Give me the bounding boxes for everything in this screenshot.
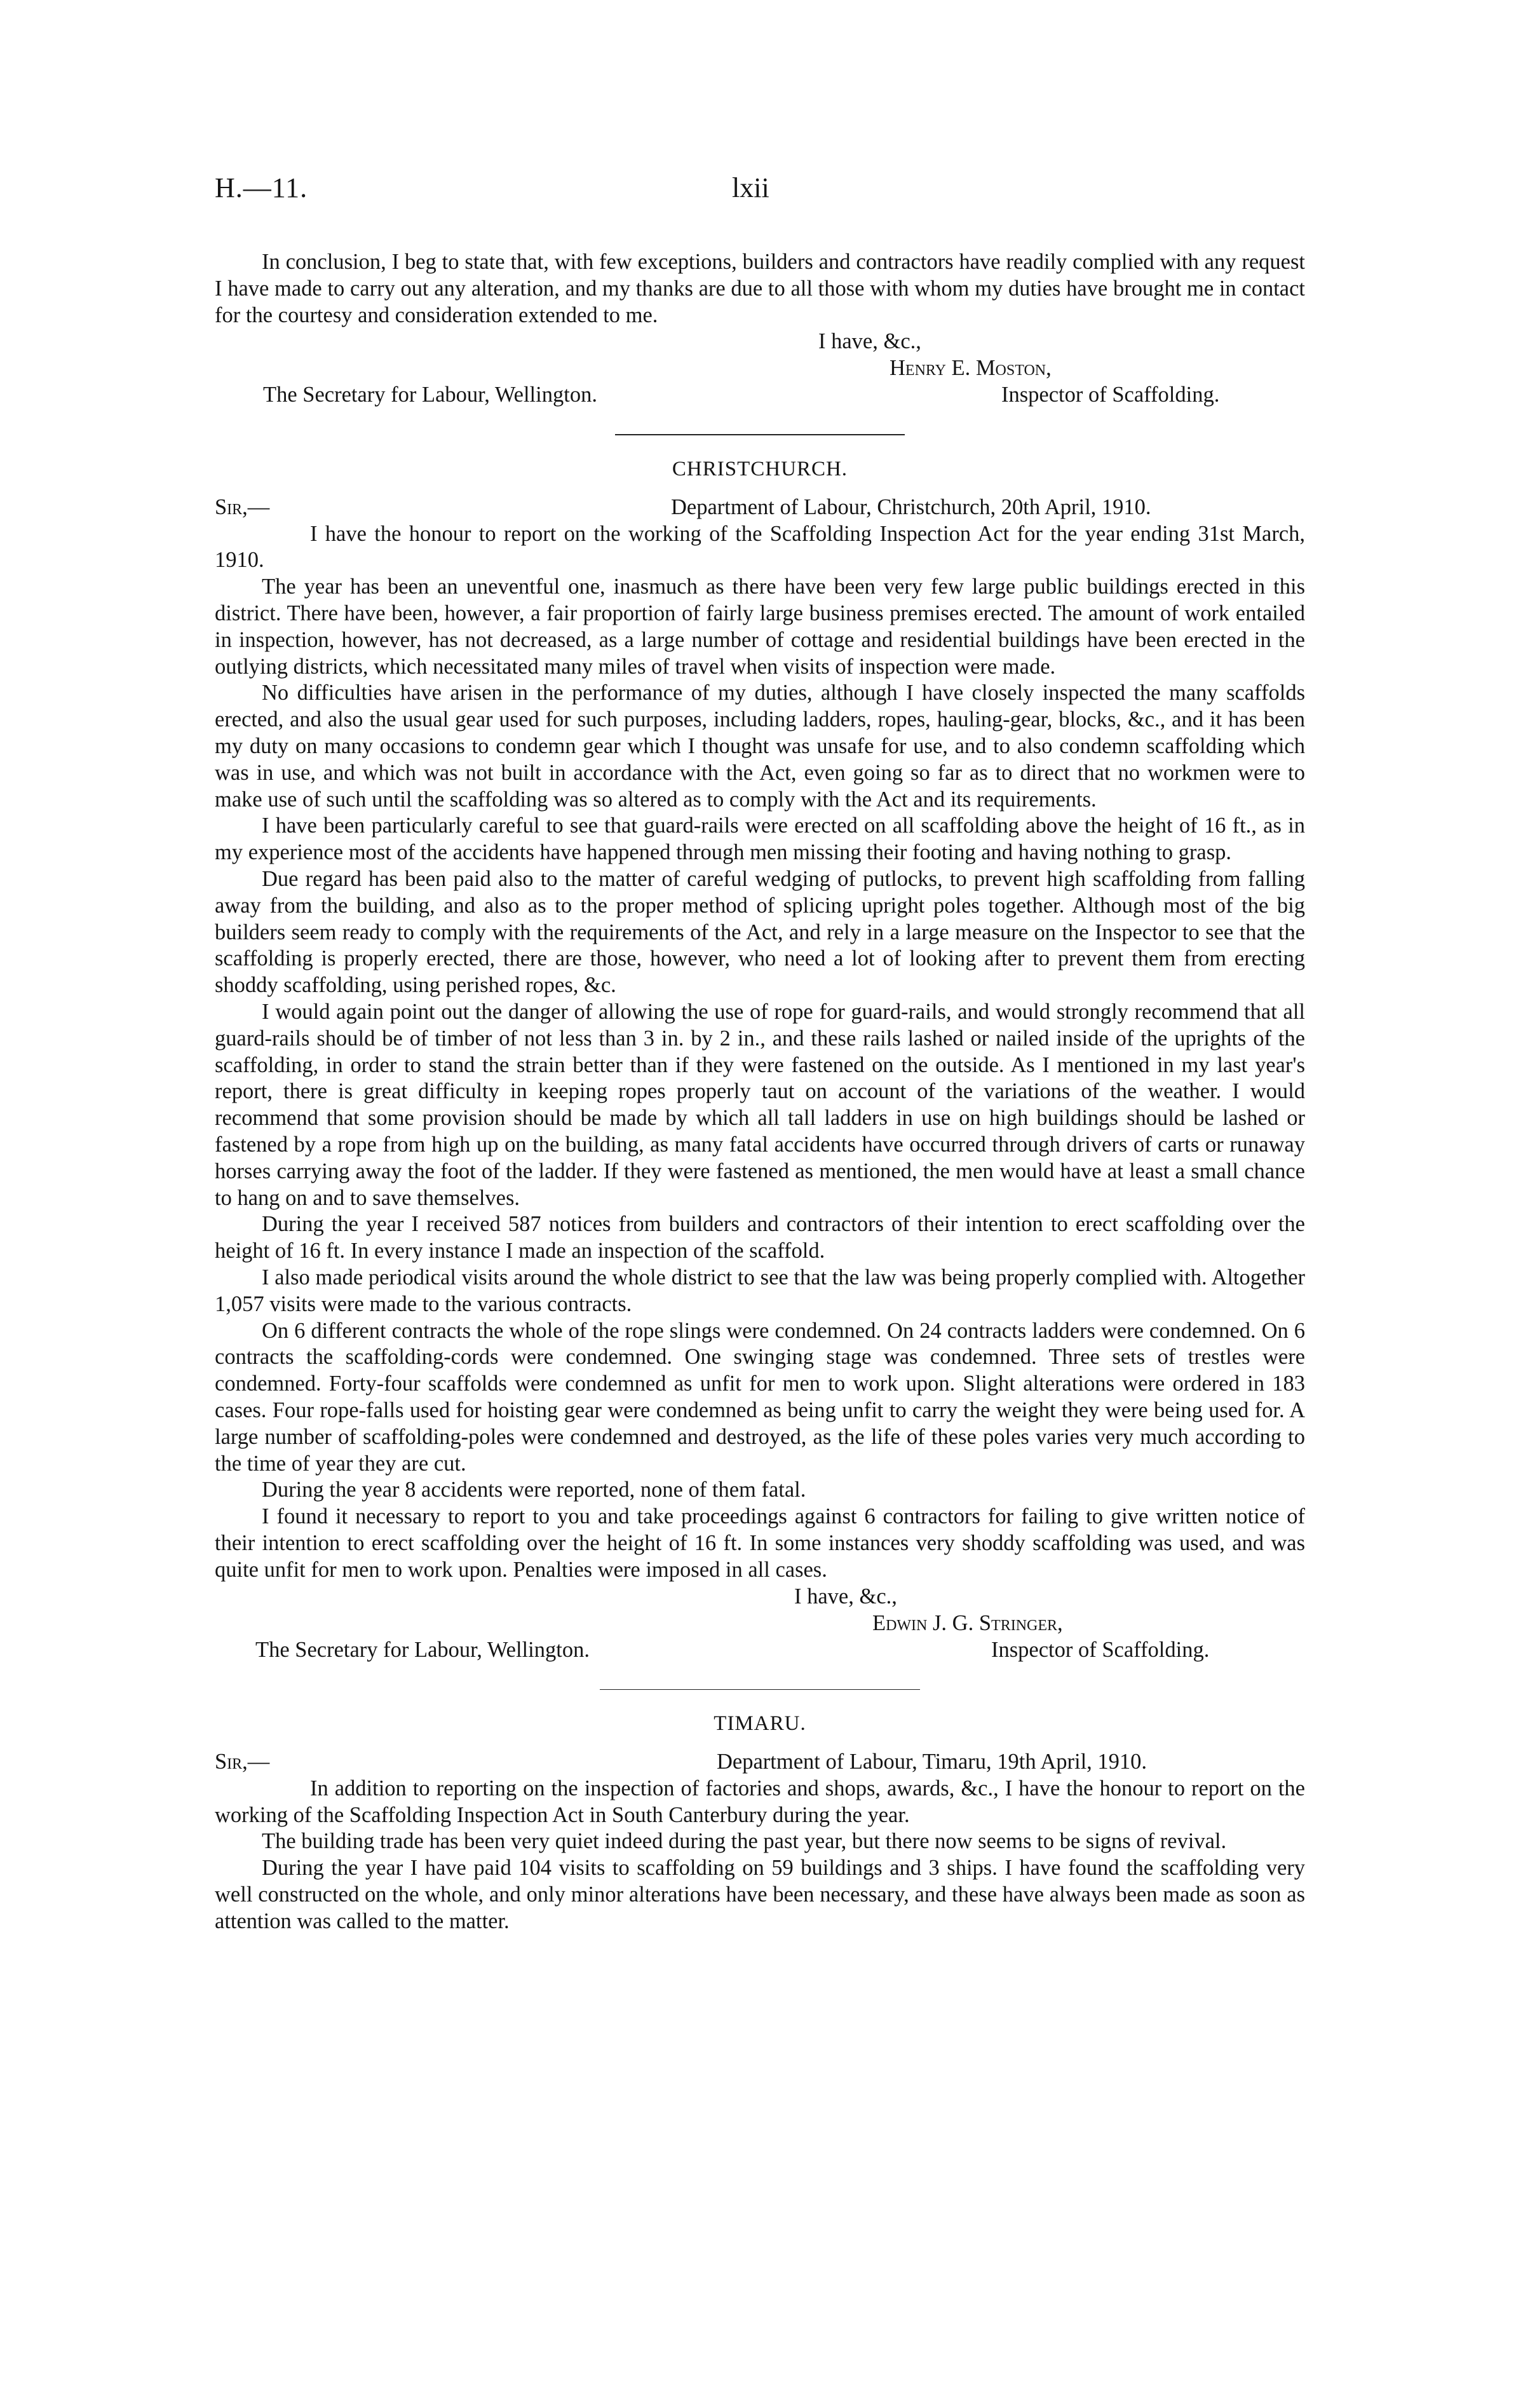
wellington-signature-block xyxy=(215,329,1305,409)
wellington-addressee: The Secretary for Labour, Wellington. xyxy=(263,383,597,407)
christchurch-paragraph: During the year 8 accidents were reported, none of them fatal. xyxy=(262,1478,806,1502)
christchurch-i-have: I have, &c., xyxy=(794,1584,897,1609)
christchurch-signer: Edwin J. G. Stringer, xyxy=(872,1610,1063,1635)
timaru-heading: TIMARU. xyxy=(714,1712,806,1736)
timaru-dateline: Department of Labour, Timaru, 19th April, 1910. xyxy=(717,1749,1147,1774)
christchurch-paragraph: During the year I received 587 notices from builders and contractors of their intention to erect scaffolding over the height of 16 ft. In every instance I made an inspection of the scaffold. xyxy=(215,1212,1305,1263)
section-divider xyxy=(615,434,905,435)
christchurch-addressee: The Secretary for Labour, Wellington. xyxy=(255,1637,590,1662)
timaru-salutation: Sir,— xyxy=(215,1749,270,1774)
timaru-paragraph: The building trade has been very quiet indeed during the past year, but there now seems to be signs of revival. xyxy=(262,1829,1227,1854)
christchurch-paragraph: Due regard has been paid also to the matter of careful wedging of putlocks, to prevent high scaffolding from falling away from the building, and also as to the proper method of splicing upright poles together. Although most of the big builders seem ready to comply with the requirements of the Act, and rely in a large measure on the Inspector to see that the scaffolding is properly erected, there are those, however, who need a lot of looking after to prevent them from erecting shoddy scaffolding, using perished ropes, &c. xyxy=(215,867,1305,998)
christchurch-paragraph: I have the honour to report on the working of the Scaffolding Inspection Act for the year ending 31st March, 1910. xyxy=(215,521,1305,573)
section-divider xyxy=(600,1689,920,1690)
report-body xyxy=(215,249,1305,1935)
christchurch-paragraph: I also made periodical visits around the whole district to see that the law was being properly complied with. Altogether 1,057 visits were made to the various contracts. xyxy=(215,1265,1305,1316)
wellington-signer-title: Inspector of Scaffolding. xyxy=(1001,383,1220,407)
christchurch-paragraph: I found it necessary to report to you and take proceedings against 6 contractors for failing to give written notice of their intention to erect scaffolding over the height of 16 ft. In some instances very shoddy scaffolding was used, and was quite unfit for men to work upon. Penalties were imposed in all cases. xyxy=(215,1504,1305,1582)
parliamentary-paper-code: H.—11. xyxy=(215,172,308,203)
christchurch-signer-title: Inspector of Scaffolding. xyxy=(991,1637,1210,1662)
timaru-salutation-line xyxy=(215,1749,1305,1776)
christchurch-heading: CHRISTCHURCH. xyxy=(672,457,848,480)
christchurch-dateline: Department of Labour, Christchurch, 20th April, 1910. xyxy=(671,494,1151,519)
wellington-i-have: I have, &c., xyxy=(818,329,921,354)
christchurch-paragraph: I would again point out the danger of allowing the use of rope for guard-rails, and would strongly recommend that all guard-rails should be of timber of not less than 3 in. by 2 in., and these rails lashed or nailed inside of the uprights of the scaffolding, in order to stand the strain better than if they were fastened on the outside. As I mentioned in my last year's report, there is great difficulty in keeping ropes properly taut on account of the variations of the weather. I would recommend that some provision should be made by which all tall ladders in use on high buildings should be lashed or fastened by a rope from high up on the building, as many fatal accidents have occurred through drivers of carts or runaway horses carrying away the foot of the ladder. If they were fastened as mentioned, the men would have at least a small chance to hang on and to save themselves. xyxy=(215,1000,1305,1210)
christchurch-paragraph: No difficulties have arisen in the performance of my duties, although I have closely inspected the many scaffolds erected, and also the usual gear used for such purposes, including ladders, ropes, hauling-gear, blocks, &c., and it has been my duty on many occasions to condemn gear which I thought was unsafe for use, and to also condemn scaffolding which was in use, and which was not built in accordance with the Act, even going so far as to direct that no workmen were to make use of such until the scaffolding was so altered as to comply with the Act and its requirements. xyxy=(215,681,1305,812)
christchurch-salutation: Sir,— xyxy=(215,494,270,519)
christchurch-paragraph: The year has been an uneventful one, inasmuch as there have been very few large public buildings erected in this district. There have been, however, a fair proportion of fairly large business premises erected. The amount of work entailed in inspection, however, has not decreased, as a large number of cottage and residential buildings have been erected in the outlying districts, which necessitated many miles of travel when visits of inspection were made. xyxy=(215,575,1305,679)
timaru-paragraph: During the year I have paid 104 visits to scaffolding on 59 buildings and 3 ships. I have found the scaffolding very well constructed on the whole, and only minor alterations have been necessary, and these have always been made as soon as attention was called to the matter. xyxy=(215,1856,1305,1933)
christchurch-paragraph: I have been particularly careful to see that guard-rails were erected on all scaffolding above the height of 16 ft., as in my experience most of the accidents have happened through men missing their footing and having nothing to grasp. xyxy=(215,813,1305,865)
christchurch-salutation-line xyxy=(215,494,1305,521)
page-number: lxii xyxy=(732,172,769,203)
christchurch-signature-block xyxy=(215,1584,1305,1664)
timaru-paragraph: In addition to reporting on the inspection of factories and shops, awards, &c., I have the honour to report on the working of the Scaffolding Inspection Act in South Canterbury during the year. xyxy=(215,1776,1305,1827)
christchurch-paragraph: On 6 different contracts the whole of the rope slings were condemned. On 24 contracts ladders were condemned. On 6 contracts the scaffolding-cords were condemned. One swinging stage was condemned. Three sets of trestles were condemned. Forty-four scaffolds were condemned as unfit for men to work upon. Slight alterations were ordered in 183 cases. Four rope-falls used for hoisting gear were condemned as being unfit to carry the weight they were being used for. A large number of scaffolding-poles were condemned and destroyed, as the life of these poles varies very much according to the time of year they are cut. xyxy=(215,1318,1305,1476)
wellington-closing-paragraph: In conclusion, I beg to state that, with few exceptions, builders and contractors have readily complied with any request I have made to carry out any alteration, and my thanks are due to all those with whom my duties have brought me in contact for the courtesy and consideration extended to me. xyxy=(215,250,1305,327)
wellington-signer: Henry E. Moston, xyxy=(890,356,1052,381)
